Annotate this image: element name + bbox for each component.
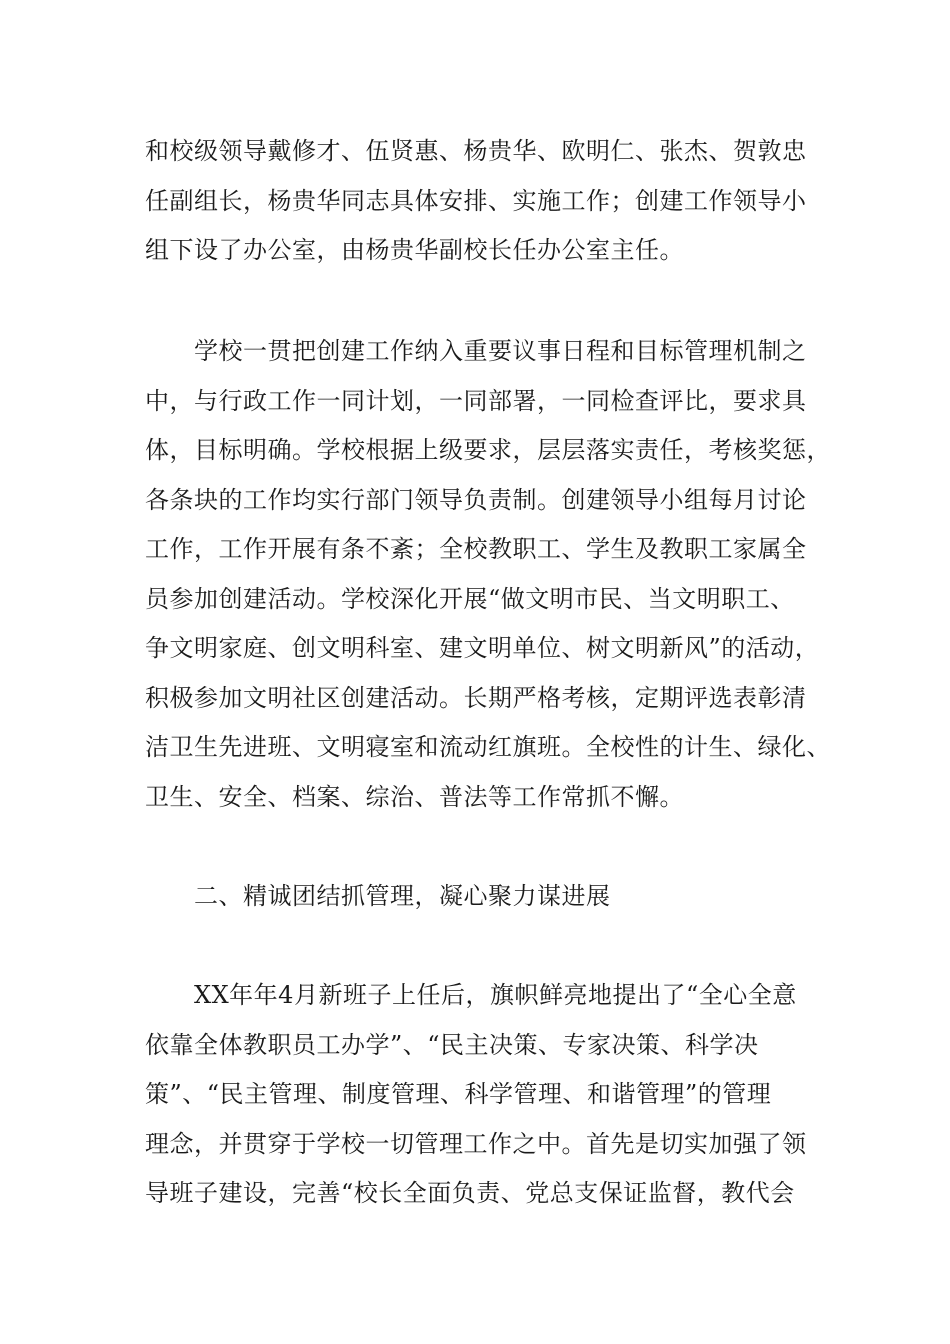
text-line: 组下设了办公室，由杨贵华副校长任办公室主任。 [145,236,684,264]
text-line: 中，与行政工作一同计划，一同部署，一同检查评比，要求具 [145,386,807,415]
text-line: 依靠全体教职员工办学”、“民主决策、专家决策、科学决 [145,1030,759,1059]
text-line: 策”、“民主管理、制度管理、科学管理、和谐管理”的管理 [145,1080,772,1108]
paragraph-management [145,971,835,1219]
text-line: 理念，并贯穿于学校一切管理工作之中。首先是切实加强了领 [145,1129,807,1158]
text-line: 体，目标明确。学校根据上级要求，层层落实责任，考核奖惩， [145,436,831,464]
text-line: 争文明家庭、创文明科室、建文明单位、树文明新风”的活动， [145,634,820,662]
text-line: 和校级领导戴修才、伍贤惠、杨贵华、欧明仁、张杰、贺敦忠 [145,137,807,165]
text-line: 卫生、安全、档案、综治、普法等工作常抓不懈。 [145,782,684,811]
text-line: 积极参加文明社区创建活动。长期严格考核，定期评选表彰清 [145,683,807,712]
text-line: 洁卫生先进班、文明寝室和流动红旗班。全校性的计生、绿化、 [145,733,831,761]
section-heading-text: 二、精诚团结抓管理，凝心聚力谋进展 [145,882,611,910]
text-line: XX年年4月新班子上任后，旗帜鲜亮地提出了“全心全意 [145,981,797,1009]
paragraph-creation-work [145,327,835,822]
text-line: 工作，工作开展有条不紊；全校教职工、学生及教职工家属全 [145,535,807,563]
text-line: 员参加创建活动。学校深化开展“做文明市民、当文明职工、 [145,584,795,613]
section-heading [145,872,835,922]
text-line: 任副组长，杨贵华同志具体安排、实施工作；创建工作领导小 [145,186,807,215]
text-line: 各条块的工作均实行部门领导负责制。创建领导小组每月讨论 [145,485,807,514]
text-line: 学校一贯把创建工作纳入重要议事日程和目标管理机制之 [145,337,807,365]
text-line: 导班子建设，完善“校长全面负责、党总支保证监督，教代会 [145,1179,795,1207]
paragraph-leadership-group [145,127,835,276]
